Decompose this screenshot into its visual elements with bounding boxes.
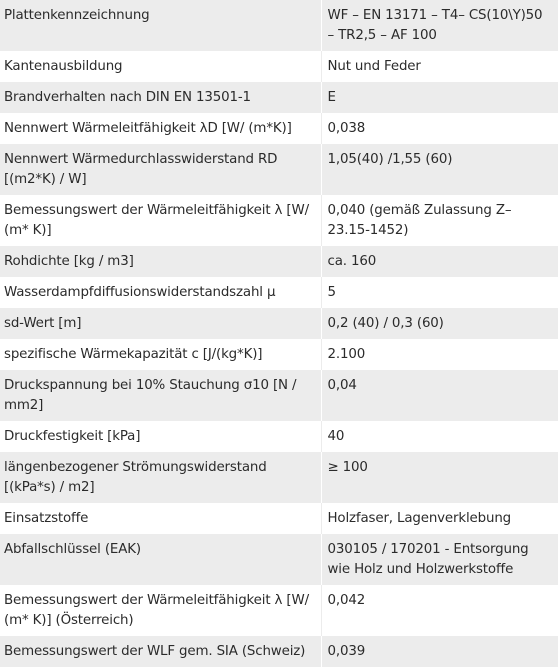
property-label: Druckfestigkeit [kPa] — [4, 429, 141, 444]
property-label: Kantenausbildung — [4, 59, 123, 74]
property-label: Abfallschlüssel (EAK) — [4, 542, 141, 557]
property-value: 0,039 — [321, 636, 558, 667]
table-row — [0, 421, 558, 452]
table-row — [0, 308, 558, 339]
property-label: Brandverhalten nach DIN EN 13501-1 — [4, 90, 251, 105]
table-row — [0, 636, 558, 667]
property-label: längenbezogener Strömungswiderstand [(kPa*s) / m2] — [4, 460, 267, 495]
property-value: 0,2 (40) / 0,3 (60) — [321, 308, 558, 339]
table-row — [0, 195, 558, 246]
property-value: Nut und Feder — [321, 51, 558, 82]
property-label: Bemessungswert der WLF gem. SIA (Schweiz) — [4, 644, 306, 659]
table-row — [0, 113, 558, 144]
property-value: 030105 / 170201 - Entsorgung wie Holz und Holzwerkstoffe — [321, 534, 558, 585]
property-value: 5 — [321, 277, 558, 308]
table-row — [0, 339, 558, 370]
property-value: 40 — [321, 421, 558, 452]
table-row — [0, 370, 558, 421]
table-row — [0, 503, 558, 534]
table-row — [0, 82, 558, 113]
property-label: Einsatzstoffe — [4, 511, 89, 526]
table-row — [0, 534, 558, 585]
property-label: sd-Wert [m] — [4, 316, 82, 331]
table-row — [0, 246, 558, 277]
table-row — [0, 0, 558, 51]
property-label: Bemessungswert der Wärmeleitfähigkeit λ [W/ (m* K)] — [4, 203, 309, 238]
property-label: Plattenkennzeichnung — [4, 8, 150, 23]
property-label: spezifische Wärmekapazität c [J/(kg*K)] — [4, 347, 263, 362]
property-value: 0,038 — [321, 113, 558, 144]
table-row — [0, 51, 558, 82]
property-label: Rohdichte [kg / m3] — [4, 254, 134, 269]
property-value: ca. 160 — [321, 246, 558, 277]
property-value: 0,040 (gemäß Zulassung Z–23.15-1452) — [321, 195, 558, 246]
property-value: ≥ 100 — [321, 452, 558, 503]
property-label: Nennwert Wärmedurchlasswiderstand RD [(m2*K) / W] — [4, 152, 278, 187]
property-label: Bemessungswert der Wärmeleitfähigkeit λ [W/ (m* K)] (Österreich) — [4, 593, 309, 628]
table-row — [0, 277, 558, 308]
table-row — [0, 452, 558, 503]
table-row — [0, 585, 558, 636]
property-value: 0,04 — [321, 370, 558, 421]
property-label: Druckspannung bei 10% Stauchung σ10 [N / mm2] — [4, 378, 297, 413]
property-value: 2.100 — [321, 339, 558, 370]
table-row — [0, 144, 558, 195]
property-label: Wasserdampfdiffusionswiderstandszahl μ — [4, 285, 276, 300]
property-value: WF – EN 13171 – T4– CS(10\Y)50 – TR2,5 – AF 100 — [321, 0, 558, 51]
property-value: Holzfaser, Lagenverklebung — [321, 503, 558, 534]
property-label: Nennwert Wärmeleitfähigkeit λD [W/ (m*K)] — [4, 121, 292, 136]
property-value: E — [321, 82, 558, 113]
property-value: 0,042 — [321, 585, 558, 636]
property-value: 1,05(40) /1,55 (60) — [321, 144, 558, 195]
